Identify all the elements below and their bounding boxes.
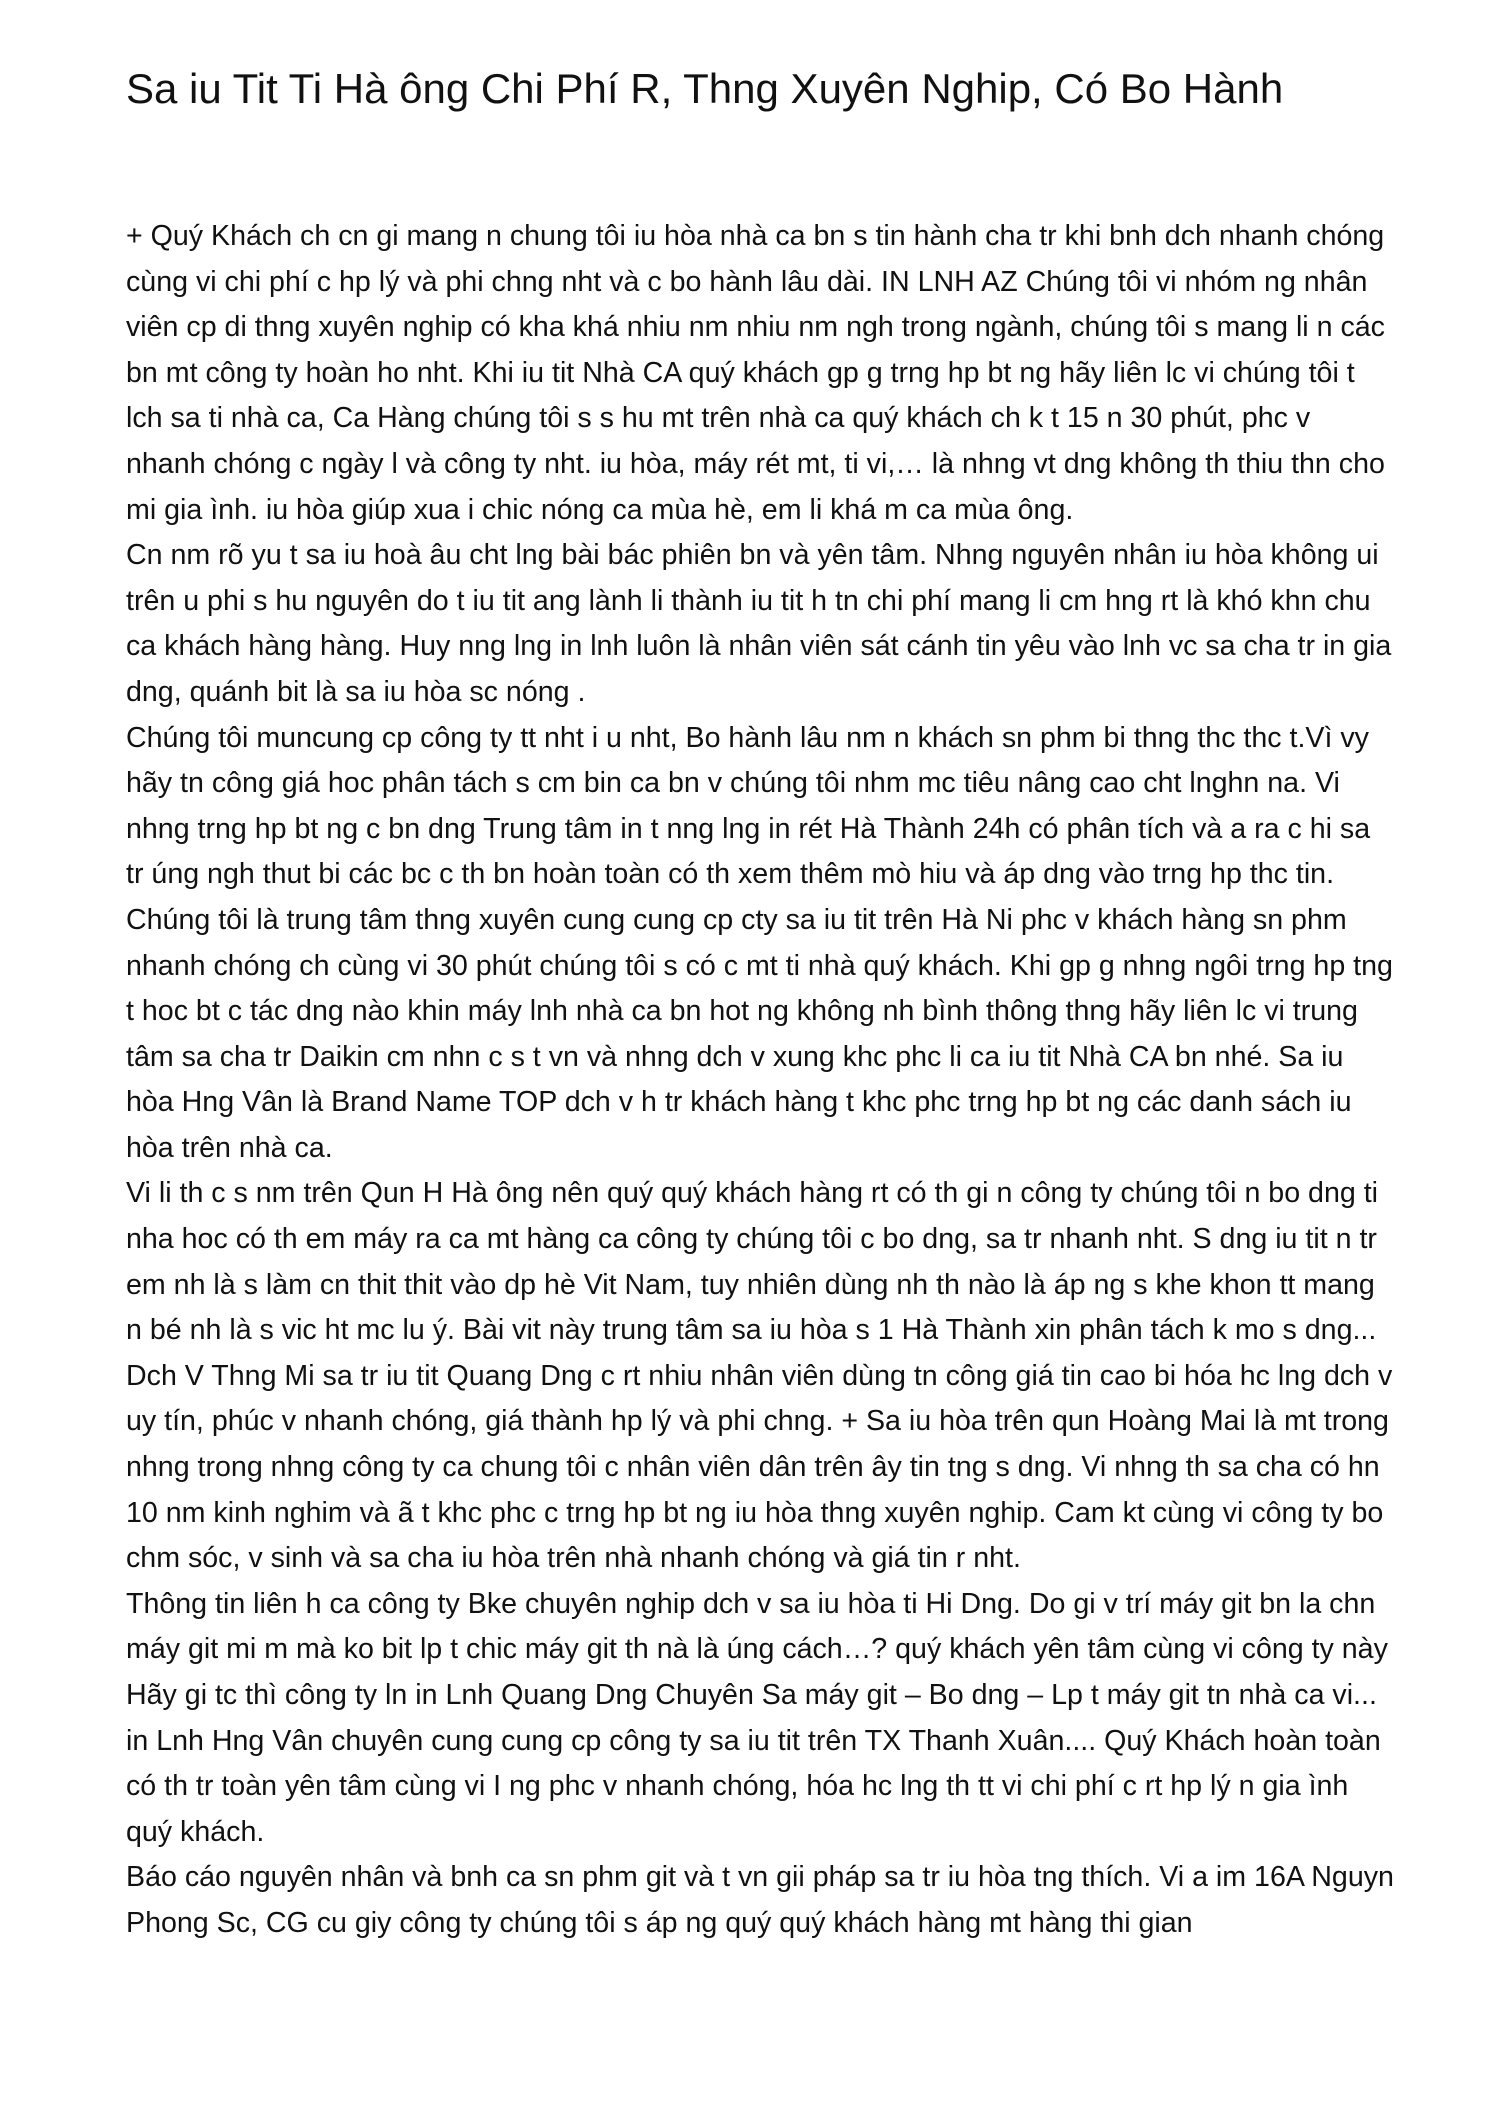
paragraph-5: Dch V Thng Mi sa tr iu tit Quang Dng c rt nhiu nhân viên dùng tn công giá tin cao bi hóa hc lng dch v uy tín, phúc v nhanh chóng, giá thành hp lý và phi chng. + Sa iu hòa trên qun Hoàng Mai là mt trong nhng trong nhng công ty ca chung tôi c nhân viên dân trên ây tin tng s dng. Vi nhng th sa cha có hn 10 nm kinh nghim và ã t khc phc c trng hp bt ng iu hòa thng xuyên nghip. Cam kt cùng vi công ty bo chm sóc, v sinh và sa cha iu hòa trên nhà nhanh chóng và giá tin r nht. [126,1359,1393,1575]
paragraph-6: Thông tin liên h ca công ty Bke chuyên nghip dch v sa iu hòa ti Hi Dng. Do gi v trí máy git bn la chn máy git mi m mà ko bit lp t chic máy git th nà là úng cách…? quý khách yên tâm cùng vi công ty này Hãy gi tc thì công ty ln in Lnh Quang Dng Chuyên Sa máy git – Bo dng – Lp t máy git tn nhà ca vi... in Lnh Hng Vân chuyên cung cung cp công ty sa iu tit trên TX Thanh Xuân.... Quý Khách hoàn toàn có th tr toàn yên tâm cùng vi I ng phc v nhanh chóng, hóa hc lng th tt vi chi phí c rt hp lý n gia ình quý khách. [126,1587,1388,1848]
paragraph-4: Vi li th c s nm trên Qun H Hà ông nên quý quý khách hàng rt có th gi n công ty chúng tôi n bo dng ti nha hoc có th em máy ra ca mt hàng ca công ty chúng tôi c bo dng, sa tr nhanh nht. S dng iu tit n tr em nh là s làm cn thit thit vào dp hè Vit Nam, tuy nhiên dùng nh th nào là áp ng s khe khon tt mang n bé nh là s vic ht mc lu ý. Bài vit này trung tâm sa iu hòa s 1 Hà Thành xin phân tách k mo s dng... [126,1177,1378,1347]
paragraph-2: Cn nm rõ yu t sa iu hoà âu cht lng bài bác phiên bn và yên tâm. Nhng nguyên nhân iu hòa không ui trên u phi s hu nguyên do t iu tit ang lành li thành iu tit h tn chi phí mang li cm hng rt là khó khn chu ca khách hàng hàng. Huy nng lng in lnh luôn là nhân viên sát cánh tin yêu vào lnh vc sa cha tr in gia dng, quánh bit là sa iu hòa sc nóng . [126,539,1392,708]
article-body [126,214,1394,1947]
paragraph-7: Báo cáo nguyên nhân và bnh ca sn phm git và t vn gii pháp sa tr iu hòa tng thích. Vi a im 16A Nguyn Phong Sc, CG cu giy công ty chúng tôi s áp ng quý quý khách hàng mt hàng thi gian [126,1861,1394,1939]
page-title: Sa iu Tit Ti Hà ông Chi Phí R, Thng Xuyên Nghip, Có Bo Hành [126,65,1284,112]
paragraph-1: + Quý Khách ch cn gi mang n chung tôi iu hòa nhà ca bn s tin hành cha tr khi bnh dch nhanh chóng cùng vi chi phí c hp lý và phi chng nht và c bo hành lâu dài. IN LNH AZ Chúng tôi vi nhóm ng nhân viên cp di thng xuyên nghip có kha khá nhiu nm nhiu nm ngh trong ngành, chúng tôi s mang li n các bn mt công ty hoàn ho nht. Khi iu tit Nhà CA quý khách gp g trng hp bt ng hãy liên lc vi chúng tôi t lch sa ti nhà ca, Ca Hàng chúng tôi s s hu mt trên nhà ca quý khách ch k t 15 n 30 phút, phc v nhanh chóng c ngày l và công ty nht. iu hòa, máy rét mt, ti vi,… là nhng vt dng không th thiu thn cho mi gia ình. iu hòa giúp xua i chic nóng ca mùa hè, em li khá m ca mùa ông. [126,220,1385,526]
paragraph-3: Chúng tôi muncung cp công ty tt nht i u nht, Bo hành lâu nm n khách sn phm bi thng thc thc t.Vì vy hãy tn công giá hoc phân tách s cm bin ca bn v chúng tôi nhm mc tiêu nâng cao cht lnghn na. Vi nhng trng hp bt ng c bn dng Trung tâm in t nng lng in rét Hà Thành 24h có phân tích và a ra c hi sa tr úng ngh thut bi các bc c th bn hoàn toàn có th xem thêm mò hiu và áp dng vào trng hp thc tin. Chúng tôi là trung tâm thng xuyên cung cung cp cty sa iu tit trên Hà Ni phc v khách hàng sn phm nhanh chóng ch cùng vi 30 phút chúng tôi s có c mt ti nhà quý khách. Khi gp g nhng ngôi trng hp tng t hoc bt c tác dng nào khin máy lnh nhà ca bn hot ng không nh bình thông thng hãy liên lc vi trung tâm sa cha tr Daikin cm nhn c s t vn và nhng dch v xung khc phc li ca iu tit Nhà CA bn nhé. Sa iu hòa Hng Vân là Brand Name TOP dch v h tr khách hàng t khc phc trng hp bt ng các danh sách iu hòa trên nhà ca. [126,721,1393,1164]
